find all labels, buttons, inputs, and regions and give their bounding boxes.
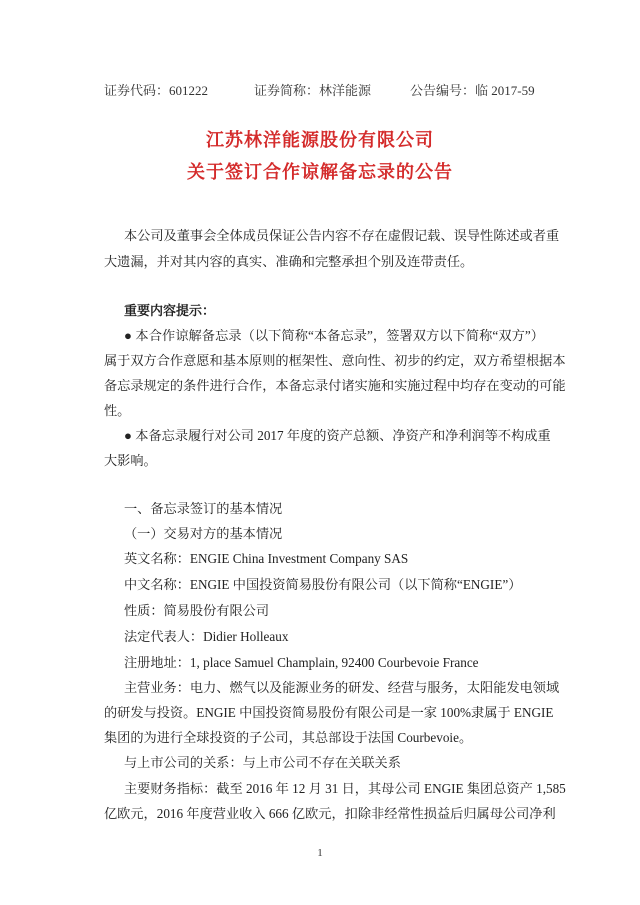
- stock-name: 证券简称：林洋能源: [254, 83, 372, 98]
- section1-heading: 一、备忘录签订的基本情况: [124, 501, 283, 516]
- relation: 与上市公司的关系：与上市公司不存在关联关系: [124, 755, 401, 770]
- announcement-title: 关于签订合作谅解备忘录的公告: [187, 162, 453, 183]
- company-title: 江苏林洋能源股份有限公司: [206, 130, 434, 151]
- bullet1-line-2: 属于双方合作意愿和基本原则的框架性、意向性、初步的约定，双方希望根据本: [104, 353, 566, 368]
- registered-address: 注册地址：1, place Samuel Champlain, 92400 Courbevoie France: [124, 655, 479, 670]
- statement-line-2: 大遗漏，并对其内容的真实、准确和完整承担个别及连带责任。: [104, 254, 474, 269]
- business-line-3: 集团的为进行全球投资的子公司，其总部设于法国 Courbevoie。: [104, 730, 473, 745]
- legal-representative: 法定代表人：Didier Holleaux: [124, 629, 289, 644]
- bullet1-line-4: 性。: [104, 403, 131, 418]
- bullet1-line-1: ● 本合作谅解备忘录（以下简称“本备忘录”，签署双方以下简称“双方”）: [124, 328, 544, 343]
- chinese-name: 中文名称：ENGIE 中国投资简易股份有限公司（以下简称“ENGIE”）: [124, 577, 522, 592]
- bullet1-line-3: 备忘录规定的条件进行合作，本备忘录付诸实施和实施过程中均存在变动的可能: [104, 378, 566, 393]
- english-name: 英文名称：ENGIE China Investment Company SAS: [124, 551, 409, 566]
- financials-line-1: 主要财务指标：截至 2016 年 12 月 31 日，其母公司 ENGIE 集团总资产 1,585: [124, 781, 566, 796]
- financials-line-2: 亿欧元，2016 年度营业收入 666 亿欧元，扣除非经常性损益后归属母公司净利: [104, 806, 556, 821]
- business-line-1: 主营业务：电力、燃气以及能源业务的研发、经营与服务，太阳能发电领域: [124, 680, 560, 695]
- bullet2-line-2: 大影响。: [104, 453, 157, 468]
- company-nature: 性质：简易股份有限公司: [124, 603, 270, 618]
- stock-code: 证券代码：601222: [104, 83, 209, 98]
- bullet2-line-1: ● 本备忘录履行对公司 2017 年度的资产总额、净资产和净利润等不构成重: [124, 428, 551, 443]
- section1-subheading: （一）交易对方的基本情况: [124, 526, 283, 541]
- page-number: 1: [317, 847, 323, 859]
- tips-heading: 重要内容提示：: [124, 304, 216, 319]
- statement-line-1: 本公司及董事会全体成员保证公告内容不存在虚假记载、误导性陈述或者重: [124, 228, 560, 243]
- business-line-2: 的研发与投资。ENGIE 中国投资简易股份有限公司是一家 100%隶属于 ENGIE: [104, 705, 554, 720]
- notice-number: 公告编号：临 2017-59: [410, 83, 535, 98]
